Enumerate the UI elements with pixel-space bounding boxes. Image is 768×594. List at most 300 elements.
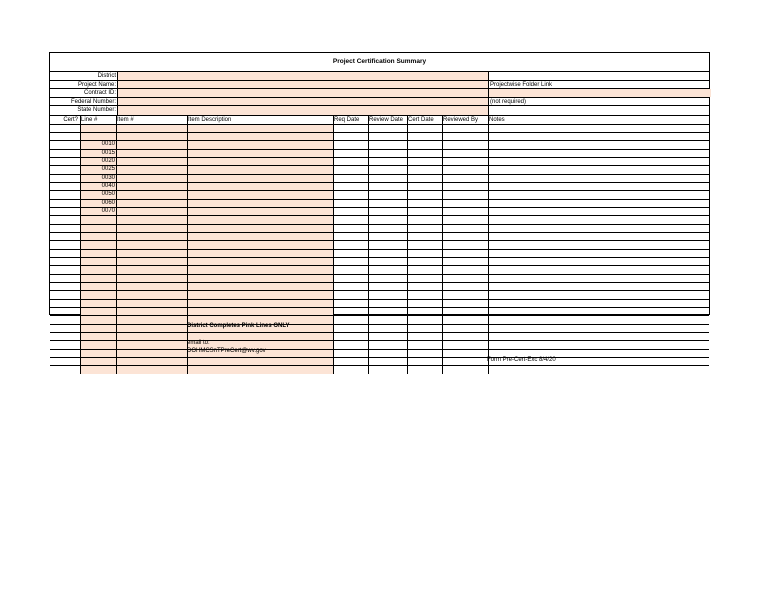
review-date-cell[interactable] <box>368 166 407 173</box>
cert-date-cell[interactable] <box>407 333 442 340</box>
cert-date-cell[interactable] <box>407 325 442 332</box>
item-description-cell[interactable] <box>187 183 333 190</box>
reviewed-by-cell[interactable] <box>442 150 488 157</box>
item-description-cell[interactable] <box>187 366 333 373</box>
cert-cell[interactable] <box>50 250 80 257</box>
cert-date-cell[interactable] <box>407 183 442 190</box>
review-date-cell[interactable] <box>368 141 407 148</box>
cert-cell[interactable] <box>50 241 80 248</box>
review-date-cell[interactable] <box>368 308 407 315</box>
line-number-cell[interactable] <box>80 133 116 140</box>
cert-cell[interactable] <box>50 300 80 307</box>
item-description-cell[interactable] <box>187 275 333 282</box>
email-label: email to: <box>187 340 210 346</box>
notes-cell[interactable] <box>488 308 711 315</box>
review-date-cell[interactable] <box>368 250 407 257</box>
cert-cell[interactable] <box>50 125 80 132</box>
reviewed-by-cell[interactable] <box>442 141 488 148</box>
cert-date-cell[interactable] <box>407 241 442 248</box>
item-description-cell[interactable] <box>187 291 333 298</box>
cert-cell[interactable] <box>50 350 80 357</box>
req-date-cell[interactable] <box>333 283 368 290</box>
cert-cell[interactable] <box>50 158 80 165</box>
item-description-cell[interactable] <box>187 250 333 257</box>
req-date-cell[interactable] <box>333 366 368 373</box>
notes-cell[interactable] <box>488 158 711 165</box>
review-date-cell[interactable] <box>368 175 407 182</box>
review-date-cell[interactable] <box>368 258 407 265</box>
notes-cell[interactable] <box>488 325 711 332</box>
line-number-cell[interactable] <box>80 333 116 340</box>
notes-cell[interactable] <box>488 258 711 265</box>
item-number-cell[interactable] <box>116 275 187 282</box>
notes-cell[interactable] <box>488 150 711 157</box>
notes-cell[interactable] <box>488 208 711 215</box>
cert-date-cell[interactable] <box>407 316 442 323</box>
cert-date-cell[interactable] <box>407 233 442 240</box>
cert-cell[interactable] <box>50 258 80 265</box>
table-row <box>50 365 709 373</box>
req-date-cell[interactable] <box>333 216 368 223</box>
projectwise-folder-link-label: Projectwise Folder Link <box>488 81 711 89</box>
reviewed-by-cell[interactable] <box>442 283 488 290</box>
line-number-cell[interactable]: 0030 <box>80 175 116 182</box>
req-date-cell[interactable] <box>333 233 368 240</box>
req-date-cell[interactable] <box>333 175 368 182</box>
review-date-cell[interactable] <box>368 183 407 190</box>
item-number-cell[interactable] <box>116 333 187 340</box>
req-date-cell[interactable] <box>333 141 368 148</box>
notes-cell[interactable] <box>488 250 711 257</box>
cert-cell[interactable] <box>50 341 80 348</box>
form-title: Project Certification Summary <box>332 58 427 65</box>
req-date-cell[interactable] <box>333 333 368 340</box>
review-date-cell[interactable] <box>368 158 407 165</box>
cert-cell[interactable] <box>50 133 80 140</box>
cert-date-cell[interactable] <box>407 125 442 132</box>
cert-date-cell[interactable] <box>407 133 442 140</box>
cert-date-cell[interactable] <box>407 175 442 182</box>
cert-date-cell[interactable] <box>407 291 442 298</box>
notes-cell[interactable] <box>488 233 711 240</box>
req-date-cell[interactable] <box>333 150 368 157</box>
cert-cell[interactable] <box>50 266 80 273</box>
notes-cell[interactable] <box>488 275 711 282</box>
cert-date-cell[interactable] <box>407 250 442 257</box>
review-date-cell[interactable] <box>368 275 407 282</box>
line-number-cell[interactable] <box>80 241 116 248</box>
line-number-cell[interactable] <box>80 266 116 273</box>
line-number-cell[interactable] <box>80 325 116 332</box>
line-number-cell[interactable]: 0040 <box>80 183 116 190</box>
notes-cell[interactable] <box>488 341 711 348</box>
reviewed-by-cell[interactable] <box>442 316 488 323</box>
review-date-cell[interactable] <box>368 291 407 298</box>
notes-cell[interactable] <box>488 366 711 373</box>
line-number-cell[interactable] <box>80 300 116 307</box>
reviewed-by-cell[interactable] <box>442 133 488 140</box>
req-date-cell[interactable] <box>333 325 368 332</box>
item-number-cell[interactable] <box>116 358 187 365</box>
table-row <box>50 215 709 223</box>
reviewed-by-cell[interactable] <box>442 341 488 348</box>
item-description-cell[interactable] <box>187 358 333 365</box>
line-number-cell[interactable]: 0025 <box>80 166 116 173</box>
notes-cell[interactable] <box>488 291 711 298</box>
reviewed-by-cell[interactable] <box>442 275 488 282</box>
req-date-cell[interactable] <box>333 208 368 215</box>
item-number-cell[interactable] <box>116 141 187 148</box>
cert-cell[interactable] <box>50 150 80 157</box>
item-number-cell[interactable] <box>116 325 187 332</box>
item-description-cell[interactable] <box>187 150 333 157</box>
cert-cell[interactable] <box>50 200 80 207</box>
line-number-cell[interactable]: 0020 <box>80 158 116 165</box>
review-date-cell[interactable] <box>368 283 407 290</box>
item-number-cell[interactable] <box>116 183 187 190</box>
reviewed-by-cell[interactable] <box>442 258 488 265</box>
review-date-cell[interactable] <box>368 133 407 140</box>
item-number-cell[interactable] <box>116 283 187 290</box>
item-description-cell[interactable] <box>187 166 333 173</box>
notes-cell[interactable] <box>488 316 711 323</box>
cert-cell[interactable] <box>50 325 80 332</box>
item-description-cell[interactable] <box>187 266 333 273</box>
reviewed-by-cell[interactable] <box>442 300 488 307</box>
review-date-cell[interactable] <box>368 225 407 232</box>
cert-date-cell[interactable] <box>407 300 442 307</box>
item-number-cell[interactable] <box>116 150 187 157</box>
cert-cell[interactable] <box>50 275 80 282</box>
cert-cell[interactable] <box>50 175 80 182</box>
reviewed-by-cell[interactable] <box>442 225 488 232</box>
cert-cell[interactable] <box>50 366 80 373</box>
pink-lines-instruction: District Completes Pink Lines ONLY <box>187 323 290 329</box>
review-date-cell[interactable] <box>368 125 407 132</box>
line-number-cell[interactable] <box>80 275 116 282</box>
cert-date-cell[interactable] <box>407 141 442 148</box>
review-date-cell[interactable] <box>368 350 407 357</box>
review-date-cell[interactable] <box>368 208 407 215</box>
req-date-cell[interactable] <box>333 300 368 307</box>
review-date-cell[interactable] <box>368 333 407 340</box>
cert-cell[interactable] <box>50 333 80 340</box>
line-number-cell[interactable] <box>80 316 116 323</box>
reviewed-by-cell[interactable] <box>442 325 488 332</box>
item-description-cell[interactable] <box>187 258 333 265</box>
line-number-cell[interactable] <box>80 125 116 132</box>
line-number-cell[interactable] <box>80 358 116 365</box>
cert-cell[interactable] <box>50 291 80 298</box>
not-required-note: (not required) <box>488 98 711 106</box>
review-date-cell[interactable] <box>368 341 407 348</box>
item-description-cell[interactable] <box>187 200 333 207</box>
line-number-cell[interactable] <box>80 308 116 315</box>
line-number-cell[interactable] <box>80 283 116 290</box>
cert-date-cell[interactable] <box>407 366 442 373</box>
reviewed-by-cell[interactable] <box>442 358 488 365</box>
col-cert: Cert? <box>63 117 78 123</box>
item-number-cell[interactable] <box>116 175 187 182</box>
state-number-input[interactable] <box>117 106 488 115</box>
cert-cell[interactable] <box>50 191 80 198</box>
line-number-cell[interactable] <box>80 250 116 257</box>
project-name-label: Project Name: <box>77 81 116 88</box>
table-row <box>50 140 709 148</box>
req-date-cell[interactable] <box>333 191 368 198</box>
reviewed-by-cell[interactable] <box>442 333 488 340</box>
contract-id-row <box>50 88 709 97</box>
col-req-date: Req Date <box>333 116 368 124</box>
item-number-cell[interactable] <box>116 308 187 315</box>
notes-cell[interactable] <box>488 191 711 198</box>
projectwise-folder-link-input[interactable] <box>488 89 711 97</box>
item-description-cell[interactable] <box>187 225 333 232</box>
item-number-cell[interactable] <box>116 200 187 207</box>
item-description-cell[interactable] <box>187 208 333 215</box>
col-cert-date: Cert Date <box>407 116 442 124</box>
reviewed-by-cell[interactable] <box>442 175 488 182</box>
item-number-cell[interactable] <box>116 166 187 173</box>
item-number-cell[interactable] <box>116 341 187 348</box>
item-number-cell[interactable] <box>116 300 187 307</box>
reviewed-by-cell[interactable] <box>442 291 488 298</box>
req-date-cell[interactable] <box>333 250 368 257</box>
table-row <box>50 199 709 207</box>
notes-cell[interactable] <box>488 241 711 248</box>
item-number-cell[interactable] <box>116 233 187 240</box>
item-description-cell[interactable] <box>187 141 333 148</box>
cert-date-cell[interactable] <box>407 225 442 232</box>
line-number-cell[interactable]: 0050 <box>80 191 116 198</box>
reviewed-by-cell[interactable] <box>442 191 488 198</box>
line-number-cell[interactable]: 0070 <box>80 208 116 215</box>
review-date-cell[interactable] <box>368 325 407 332</box>
review-date-cell[interactable] <box>368 191 407 198</box>
review-date-cell[interactable] <box>368 150 407 157</box>
reviewed-by-cell[interactable] <box>442 158 488 165</box>
notes-cell[interactable] <box>488 300 711 307</box>
item-number-cell[interactable] <box>116 258 187 265</box>
req-date-cell[interactable] <box>333 266 368 273</box>
reviewed-by-cell[interactable] <box>442 166 488 173</box>
district-input[interactable] <box>117 72 488 80</box>
item-description-cell[interactable] <box>187 216 333 223</box>
reviewed-by-cell[interactable] <box>442 183 488 190</box>
district-right-cell <box>488 72 711 80</box>
item-description-cell[interactable] <box>187 191 333 198</box>
item-description-cell[interactable] <box>187 241 333 248</box>
req-date-cell[interactable] <box>333 183 368 190</box>
notes-cell[interactable] <box>488 183 711 190</box>
line-number-cell[interactable]: 0060 <box>80 200 116 207</box>
line-number-cell[interactable] <box>80 258 116 265</box>
review-date-cell[interactable] <box>368 216 407 223</box>
cert-date-cell[interactable] <box>407 266 442 273</box>
item-number-cell[interactable] <box>116 191 187 198</box>
item-number-cell[interactable] <box>116 316 187 323</box>
contract-id-label: Contract ID: <box>83 90 116 96</box>
federal-number-input[interactable] <box>117 98 488 106</box>
cert-date-cell[interactable] <box>407 216 442 223</box>
cert-cell[interactable] <box>50 216 80 223</box>
cert-date-cell[interactable] <box>407 308 442 315</box>
cert-cell[interactable] <box>50 316 80 323</box>
line-number-cell[interactable] <box>80 291 116 298</box>
line-number-cell[interactable]: 0010 <box>80 141 116 148</box>
cert-date-cell[interactable] <box>407 166 442 173</box>
reviewed-by-cell[interactable] <box>442 125 488 132</box>
state-number-row <box>50 105 709 115</box>
contract-id-input[interactable] <box>117 89 488 97</box>
req-date-cell[interactable] <box>333 258 368 265</box>
cert-cell[interactable] <box>50 225 80 232</box>
cert-date-cell[interactable] <box>407 158 442 165</box>
review-date-cell[interactable] <box>368 200 407 207</box>
item-description-cell[interactable] <box>187 125 333 132</box>
table-row <box>50 349 709 357</box>
item-number-cell[interactable] <box>116 350 187 357</box>
notes-cell[interactable] <box>488 125 711 132</box>
review-date-cell[interactable] <box>368 366 407 373</box>
req-date-cell[interactable] <box>333 275 368 282</box>
table-row <box>50 124 709 132</box>
table-row <box>50 149 709 157</box>
reviewed-by-cell[interactable] <box>442 208 488 215</box>
notes-cell[interactable] <box>488 283 711 290</box>
item-number-cell[interactable] <box>116 291 187 298</box>
notes-cell[interactable] <box>488 216 711 223</box>
reviewed-by-cell[interactable] <box>442 216 488 223</box>
reviewed-by-cell[interactable] <box>442 350 488 357</box>
table-row <box>50 182 709 190</box>
notes-cell[interactable] <box>488 200 711 207</box>
notes-cell[interactable] <box>488 141 711 148</box>
cert-date-cell[interactable] <box>407 283 442 290</box>
req-date-cell[interactable] <box>333 241 368 248</box>
item-description-cell[interactable] <box>187 158 333 165</box>
review-date-cell[interactable] <box>368 233 407 240</box>
table-row <box>50 299 709 307</box>
req-date-cell[interactable] <box>333 125 368 132</box>
cert-cell[interactable] <box>50 283 80 290</box>
review-date-cell[interactable] <box>368 316 407 323</box>
cert-date-cell[interactable] <box>407 275 442 282</box>
req-date-cell[interactable] <box>333 308 368 315</box>
table-row <box>50 240 709 248</box>
table-row <box>50 232 709 240</box>
review-date-cell[interactable] <box>368 358 407 365</box>
reviewed-by-cell[interactable] <box>442 233 488 240</box>
cert-cell[interactable] <box>50 358 80 365</box>
line-number-cell[interactable] <box>80 350 116 357</box>
notes-cell[interactable] <box>488 333 711 340</box>
item-description-cell[interactable] <box>187 308 333 315</box>
item-number-cell[interactable] <box>116 250 187 257</box>
item-number-cell[interactable] <box>116 241 187 248</box>
req-date-cell[interactable] <box>333 341 368 348</box>
item-number-cell[interactable] <box>116 266 187 273</box>
item-description-cell[interactable] <box>187 233 333 240</box>
line-number-cell[interactable] <box>80 366 116 373</box>
cert-date-cell[interactable] <box>407 358 442 365</box>
cert-date-cell[interactable] <box>407 258 442 265</box>
item-description-cell[interactable] <box>187 300 333 307</box>
line-number-cell[interactable] <box>80 216 116 223</box>
federal-number-label: Federal Number: <box>70 98 116 105</box>
notes-cell[interactable] <box>488 166 711 173</box>
reviewed-by-cell[interactable] <box>442 366 488 373</box>
req-date-cell[interactable] <box>333 358 368 365</box>
column-header-row <box>50 115 709 124</box>
req-date-cell[interactable] <box>333 158 368 165</box>
project-name-input[interactable] <box>117 81 488 89</box>
line-number-cell[interactable] <box>80 233 116 240</box>
table-row <box>50 274 709 282</box>
item-description-cell[interactable] <box>187 175 333 182</box>
cert-cell[interactable] <box>50 141 80 148</box>
notes-cell[interactable] <box>488 133 711 140</box>
cert-cell[interactable] <box>50 208 80 215</box>
line-number-cell[interactable]: 0015 <box>80 150 116 157</box>
reviewed-by-cell[interactable] <box>442 200 488 207</box>
item-number-cell[interactable] <box>116 125 187 132</box>
review-date-cell[interactable] <box>368 266 407 273</box>
req-date-cell[interactable] <box>333 200 368 207</box>
req-date-cell[interactable] <box>333 350 368 357</box>
notes-cell[interactable] <box>488 175 711 182</box>
review-date-cell[interactable] <box>368 241 407 248</box>
cert-date-cell[interactable] <box>407 191 442 198</box>
cert-cell[interactable] <box>50 166 80 173</box>
cert-cell[interactable] <box>50 233 80 240</box>
table-row <box>50 357 709 365</box>
req-date-cell[interactable] <box>333 133 368 140</box>
district-row <box>50 71 709 80</box>
item-number-cell[interactable] <box>116 216 187 223</box>
req-date-cell[interactable] <box>333 316 368 323</box>
notes-cell[interactable] <box>488 225 711 232</box>
item-number-cell[interactable] <box>116 225 187 232</box>
cert-date-cell[interactable] <box>407 341 442 348</box>
table-row <box>50 282 709 290</box>
notes-cell[interactable] <box>488 266 711 273</box>
item-number-cell[interactable] <box>116 158 187 165</box>
reviewed-by-cell[interactable] <box>442 250 488 257</box>
line-number-cell[interactable] <box>80 225 116 232</box>
req-date-cell[interactable] <box>333 291 368 298</box>
req-date-cell[interactable] <box>333 166 368 173</box>
reviewed-by-cell[interactable] <box>442 308 488 315</box>
item-description-cell[interactable] <box>187 133 333 140</box>
item-number-cell[interactable] <box>116 208 187 215</box>
req-date-cell[interactable] <box>333 225 368 232</box>
item-number-cell[interactable] <box>116 366 187 373</box>
cert-date-cell[interactable] <box>407 200 442 207</box>
cert-cell[interactable] <box>50 183 80 190</box>
cert-date-cell[interactable] <box>407 350 442 357</box>
cert-date-cell[interactable] <box>407 208 442 215</box>
item-description-cell[interactable] <box>187 283 333 290</box>
reviewed-by-cell[interactable] <box>442 241 488 248</box>
reviewed-by-cell[interactable] <box>442 266 488 273</box>
line-number-cell[interactable] <box>80 341 116 348</box>
table-row <box>50 249 709 257</box>
review-date-cell[interactable] <box>368 300 407 307</box>
cert-cell[interactable] <box>50 308 80 315</box>
item-number-cell[interactable] <box>116 133 187 140</box>
cert-date-cell[interactable] <box>407 150 442 157</box>
